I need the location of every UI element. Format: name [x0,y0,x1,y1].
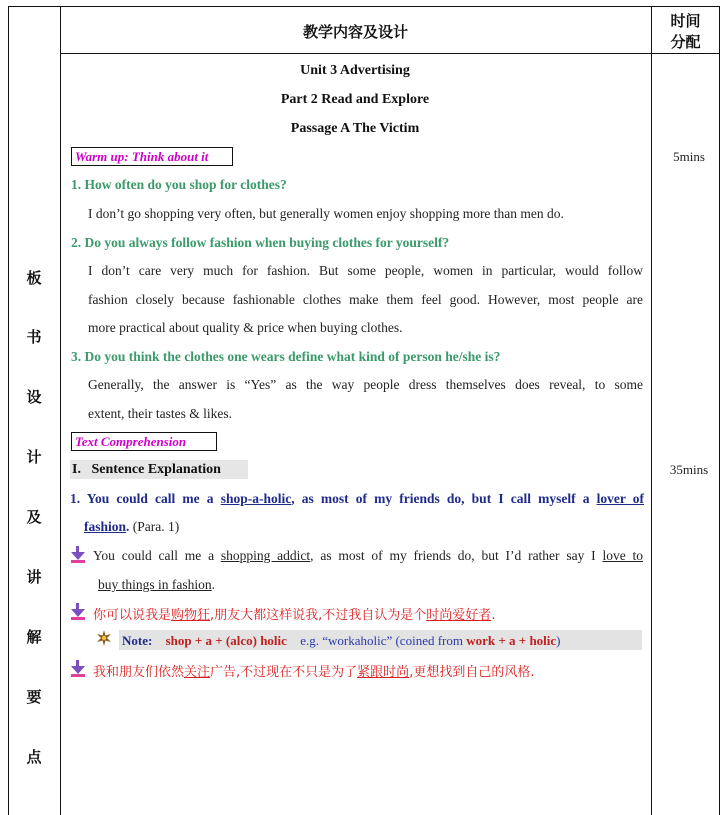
note-formula: shop + a + (alco) holic [165,633,287,648]
side-label-char: 及 [26,508,42,526]
paraphrase-keyword: buy things in fashion [98,577,212,592]
bullet-arrow-icon [71,660,85,675]
side-label-char: 书 [26,328,42,346]
note-example: e.g. “workaholic” (coined from [300,633,467,648]
content-column-header: 教学内容及设计 [302,23,408,41]
sentence-1-line2 [84,519,179,535]
paraphrase-keyword: love to [602,548,643,563]
answer-3-line2: extent, their tastes & likes. [88,406,232,421]
comprehension-label: Text Comprehension [71,432,217,451]
translation-text: 广告,不过现在不只是为了 [210,665,358,680]
side-label-char: 要 [26,688,42,706]
translation-text: ,更想找到自己的风格. [409,665,535,680]
translation-1 [93,604,495,623]
star-icon [96,630,112,646]
translation-keyword: 时尚爱好者 [426,608,492,623]
note-label: Note: [122,633,153,648]
sentence-1-text: . [126,519,130,534]
answer-2-line3: more practical about quality & price when buying clothes. [88,320,403,335]
paragraph-ref: (Para. 1) [129,519,180,534]
table-border-right [719,6,720,815]
sentence-1-line1 [70,491,644,507]
passage-title: Passage A The Victim [290,121,420,136]
part-title: Part 2 Read and Explore [280,92,430,107]
translation-keyword: 购物狂 [171,608,211,623]
note-line [122,633,561,649]
question-2: 2. Do you always follow fashion when buying clothes for yourself? [71,235,450,250]
sentence-1-text: 1. You could call me a [70,491,221,506]
comprehension-time: 35mins [669,462,709,477]
note-example: ) [556,633,561,648]
time-column-header-line2: 分配 [670,33,701,51]
paraphrase-text: , as most of my friends do, but I’d rather say I [310,548,603,563]
note-formula: work + a + holic [466,633,557,648]
unit-title: Unit 3 Advertising [300,63,410,78]
warmup-time: 5mins [673,149,705,164]
bullet-arrow-icon [71,546,85,561]
question-3: 3. Do you think the clothes one wears define what kind of person he/she is? [71,349,501,364]
warmup-label: Warm up: Think about it [71,147,233,166]
translation-keyword: 关注 [184,665,211,680]
time-column-divider [651,6,652,815]
bullet-arrow-icon [71,603,85,618]
translation-2 [93,661,534,680]
sentence-1-keyword: shop-a-holic [220,491,292,506]
section-heading: I. Sentence Explanation [72,462,221,477]
answer-1: I don’t go shopping very often, but generally women enjoy shopping more than men do. [88,206,564,221]
translation-keyword: 紧跟时尚 [357,665,410,680]
header-divider [60,53,720,54]
translation-text: . [491,608,496,623]
sentence-1-keyword: fashion [84,519,127,534]
side-label-char: 设 [26,388,42,406]
paraphrase-keyword: shopping addict [220,548,311,563]
paraphrase-text: . [211,577,215,592]
translation-text: 你可以说我是 [93,608,172,623]
side-label-char: 板 [26,269,42,287]
time-column-header-line1: 时间 [670,12,701,30]
answer-3-line1: Generally, the answer is “Yes” as the way people dress themselves does reveal, to some [88,377,643,392]
translation-text: 我和朋友们依然 [93,665,185,680]
sentence-1-text: , as most of my friends do, but I call myself a [291,491,597,506]
answer-2-line1: I don’t care very much for fashion. But some people, women in particular, would follow [88,263,643,278]
side-label-char: 计 [26,448,42,466]
side-label-char: 讲 [26,568,42,586]
paraphrase-line1 [93,548,643,564]
table-border-top [8,6,720,7]
sentence-1-keyword: lover of [596,491,644,506]
paraphrase-line2 [98,577,215,593]
translation-text: ,朋友大都这样说我,不过我自认为是个 [210,608,427,623]
paraphrase-text: You could call me a [93,548,221,563]
side-label-char: 点 [26,748,42,766]
side-label-char: 解 [26,628,42,646]
answer-2-line2: fashion closely because fashionable clothes make them feel good. However, most people are [88,292,643,307]
question-1: 1. How often do you shop for clothes? [71,177,287,192]
